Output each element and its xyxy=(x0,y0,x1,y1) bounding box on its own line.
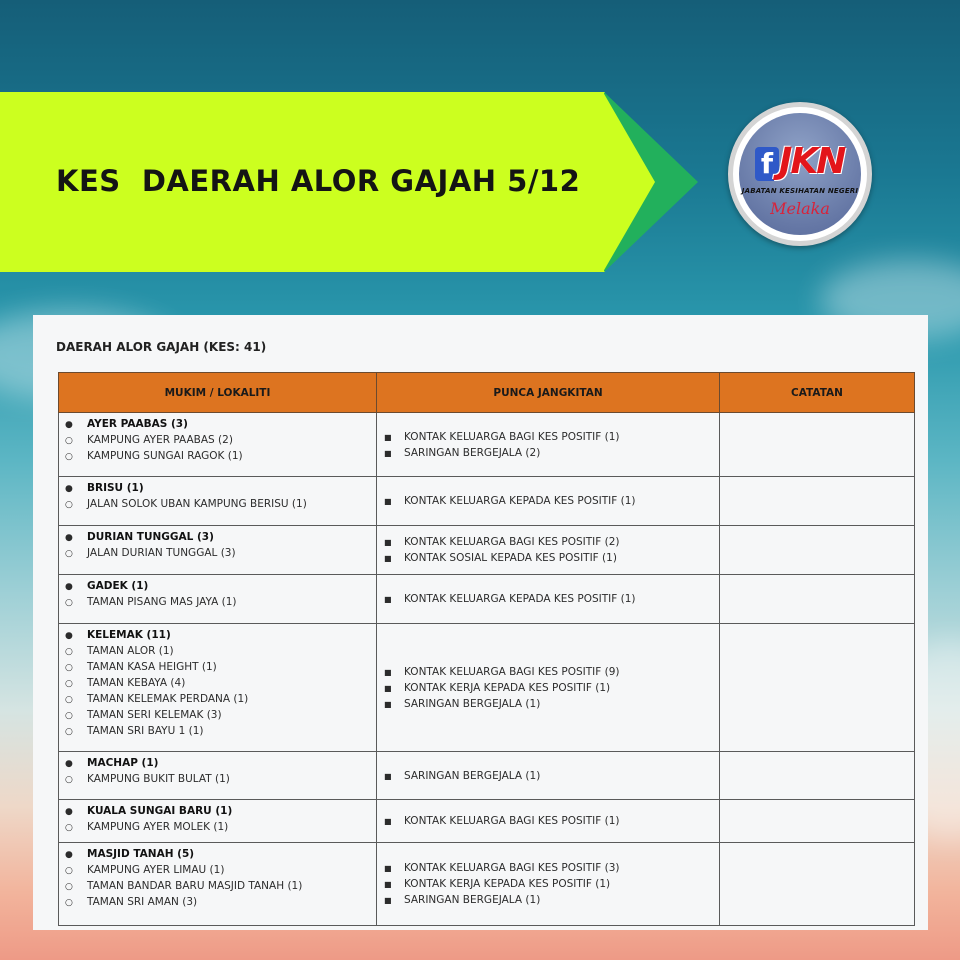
mukim-name: AYER PAABAS (3) xyxy=(87,418,188,430)
source-text: KONTAK KERJA KEPADA KES POSITIF (1) xyxy=(404,878,611,890)
source-item xyxy=(383,860,719,876)
mukim-cell xyxy=(59,843,377,926)
locality-name: KAMPUNG AYER LIMAU (1) xyxy=(87,864,225,876)
source-item xyxy=(383,550,719,566)
source-item xyxy=(383,664,719,680)
punca-cell xyxy=(377,575,720,624)
square-bullet-icon: ■ xyxy=(384,771,392,781)
mukim-name: GADEK (1) xyxy=(87,580,149,592)
square-bullet-icon: ■ xyxy=(384,699,392,709)
hollow-bullet-icon: ○ xyxy=(65,452,73,462)
source-text: SARINGAN BERGEJALA (1) xyxy=(404,697,541,710)
solid-bullet-icon: ● xyxy=(65,420,73,430)
catatan-cell xyxy=(720,843,915,926)
source-item xyxy=(383,696,719,712)
logo-state: Melaka xyxy=(770,199,830,218)
locality-item xyxy=(65,894,376,910)
locality-item xyxy=(65,432,376,448)
hollow-bullet-icon: ○ xyxy=(65,647,73,657)
source-item xyxy=(383,534,719,550)
solid-bullet-icon: ● xyxy=(65,582,73,592)
source-text: KONTAK KELUARGA BAGI KES POSITIF (3) xyxy=(404,862,620,874)
punca-cell xyxy=(377,752,720,800)
table-header-row xyxy=(59,373,915,413)
hollow-bullet-icon: ○ xyxy=(65,663,73,673)
solid-bullet-icon: ● xyxy=(65,850,73,860)
source-text: SARINGAN BERGEJALA (1) xyxy=(404,769,541,782)
banner-arrow-lime xyxy=(603,92,655,272)
locality-name: JALAN SOLOK UBAN KAMPUNG BERISU (1) xyxy=(87,498,307,510)
punca-cell xyxy=(377,843,720,926)
hollow-bullet-icon: ○ xyxy=(65,500,73,510)
hollow-bullet-icon: ○ xyxy=(65,898,73,908)
catatan-cell xyxy=(720,526,915,575)
source-item xyxy=(383,813,719,829)
table-row xyxy=(59,575,915,624)
source-item xyxy=(383,445,719,461)
column-header-punca: PUNCA JANGKITAN xyxy=(377,373,720,413)
mukim-heading xyxy=(65,755,376,771)
mukim-heading xyxy=(65,480,376,496)
hollow-bullet-icon: ○ xyxy=(65,549,73,559)
catatan-cell xyxy=(720,413,915,477)
mukim-cell xyxy=(59,526,377,575)
square-bullet-icon: ■ xyxy=(384,538,392,547)
facebook-icon: f xyxy=(755,147,779,181)
banner-title: KES DAERAH ALOR GAJAH 5/12 xyxy=(56,164,581,198)
mukim-name: KUALA SUNGAI BARU (1) xyxy=(87,805,233,817)
case-document xyxy=(33,315,928,930)
square-bullet-icon: ■ xyxy=(384,448,392,458)
locality-name: KAMPUNG AYER PAABAS (2) xyxy=(87,434,233,446)
table-row xyxy=(59,526,915,575)
source-item xyxy=(383,876,719,892)
square-bullet-icon: ■ xyxy=(384,817,392,826)
mukim-name: MASJID TANAH (5) xyxy=(87,848,195,860)
locality-name: TAMAN SRI BAYU 1 (1) xyxy=(87,725,204,737)
square-bullet-icon: ■ xyxy=(384,497,392,506)
locality-item xyxy=(65,545,376,561)
hollow-bullet-icon: ○ xyxy=(65,711,73,721)
catatan-cell xyxy=(720,800,915,843)
locality-item xyxy=(65,771,376,787)
source-text: KONTAK KELUARGA KEPADA KES POSITIF (1) xyxy=(404,593,636,605)
punca-cell xyxy=(377,413,720,477)
locality-item xyxy=(65,862,376,878)
source-text: SARINGAN BERGEJALA (1) xyxy=(404,894,541,906)
logo-mark: JKN xyxy=(779,141,845,182)
mukim-cell xyxy=(59,477,377,526)
column-header-catatan: CATATAN xyxy=(720,373,915,413)
locality-name: TAMAN KELEMAK PERDANA (1) xyxy=(87,693,249,705)
source-item xyxy=(383,591,719,607)
table-row xyxy=(59,477,915,526)
locality-item xyxy=(65,723,376,739)
hollow-bullet-icon: ○ xyxy=(65,695,73,705)
hollow-bullet-icon: ○ xyxy=(65,679,73,689)
source-item xyxy=(383,493,719,509)
locality-name: TAMAN SRI AMAN (3) xyxy=(87,896,198,908)
mukim-heading xyxy=(65,803,376,819)
logo-name: JABATAN KESIHATAN NEGERI xyxy=(741,187,859,195)
locality-item xyxy=(65,691,376,707)
source-text: KONTAK KELUARGA BAGI KES POSITIF (2) xyxy=(404,536,620,548)
source-item xyxy=(383,892,719,908)
hollow-bullet-icon: ○ xyxy=(65,598,73,608)
mukim-heading xyxy=(65,627,376,643)
mukim-heading xyxy=(65,846,376,862)
mukim-cell xyxy=(59,624,377,752)
solid-bullet-icon: ● xyxy=(65,533,73,543)
source-item xyxy=(383,680,719,696)
locality-item xyxy=(65,496,376,512)
mukim-heading xyxy=(65,416,376,432)
case-table xyxy=(58,372,915,926)
hollow-bullet-icon: ○ xyxy=(65,882,73,892)
locality-name: TAMAN BANDAR BARU MASJID TANAH (1) xyxy=(87,880,303,892)
locality-item xyxy=(65,675,376,691)
mukim-cell xyxy=(59,800,377,843)
locality-name: TAMAN PISANG MAS JAYA (1) xyxy=(87,596,237,608)
locality-name: KAMPUNG BUKIT BULAT (1) xyxy=(87,773,230,785)
table-row xyxy=(59,413,915,477)
square-bullet-icon: ■ xyxy=(384,864,392,873)
mukim-name: BRISU (1) xyxy=(87,482,144,494)
locality-item xyxy=(65,819,376,835)
catatan-cell xyxy=(720,477,915,526)
column-header-mukim: MUKIM / LOKALITI xyxy=(59,373,377,413)
square-bullet-icon: ■ xyxy=(384,896,392,905)
source-text: KONTAK KELUARGA BAGI KES POSITIF (1) xyxy=(404,430,620,443)
table-row xyxy=(59,624,915,752)
mukim-name: DURIAN TUNGGAL (3) xyxy=(87,531,214,543)
locality-item xyxy=(65,878,376,894)
hollow-bullet-icon: ○ xyxy=(65,823,73,833)
hollow-bullet-icon: ○ xyxy=(65,866,73,876)
hollow-bullet-icon: ○ xyxy=(65,436,73,446)
solid-bullet-icon: ● xyxy=(65,484,73,494)
square-bullet-icon: ■ xyxy=(384,595,392,604)
locality-name: TAMAN KEBAYA (4) xyxy=(87,677,186,689)
locality-name: TAMAN ALOR (1) xyxy=(87,645,174,657)
locality-item xyxy=(65,707,376,723)
source-item xyxy=(383,429,719,445)
table-row xyxy=(59,752,915,800)
punca-cell xyxy=(377,526,720,575)
source-text: KONTAK KELUARGA KEPADA KES POSITIF (1) xyxy=(404,495,636,507)
catatan-cell xyxy=(720,624,915,752)
mukim-heading xyxy=(65,578,376,594)
mukim-cell xyxy=(59,752,377,800)
punca-cell xyxy=(377,477,720,526)
catatan-cell xyxy=(720,575,915,624)
mukim-name: KELEMAK (11) xyxy=(87,629,171,641)
locality-item xyxy=(65,659,376,675)
square-bullet-icon: ■ xyxy=(384,683,392,693)
table-body xyxy=(59,413,915,926)
locality-item xyxy=(65,643,376,659)
source-text: KONTAK KELUARGA BAGI KES POSITIF (1) xyxy=(404,815,620,827)
source-text: SARINGAN BERGEJALA (2) xyxy=(404,446,541,459)
hollow-bullet-icon: ○ xyxy=(65,775,73,785)
source-text: KONTAK KELUARGA BAGI KES POSITIF (9) xyxy=(404,665,620,678)
solid-bullet-icon: ● xyxy=(65,631,73,641)
mukim-heading xyxy=(65,529,376,545)
table-row xyxy=(59,843,915,926)
mukim-name: MACHAP (1) xyxy=(87,757,159,769)
locality-item xyxy=(65,594,376,610)
mukim-cell xyxy=(59,413,377,477)
locality-name: TAMAN KASA HEIGHT (1) xyxy=(87,661,217,673)
document-title: DAERAH ALOR GAJAH (KES: 41) xyxy=(56,340,267,354)
square-bullet-icon: ■ xyxy=(384,880,392,889)
square-bullet-icon: ■ xyxy=(384,432,392,442)
source-text: KONTAK KERJA KEPADA KES POSITIF (1) xyxy=(404,681,611,694)
square-bullet-icon: ■ xyxy=(384,554,392,563)
source-item xyxy=(383,768,719,784)
locality-item xyxy=(65,448,376,464)
punca-cell xyxy=(377,624,720,752)
solid-bullet-icon: ● xyxy=(65,807,73,817)
locality-name: TAMAN SERI KELEMAK (3) xyxy=(87,709,222,721)
table-row xyxy=(59,800,915,843)
source-text: KONTAK SOSIAL KEPADA KES POSITIF (1) xyxy=(404,552,617,564)
locality-name: KAMPUNG SUNGAI RAGOK (1) xyxy=(87,450,243,462)
locality-name: KAMPUNG AYER MOLEK (1) xyxy=(87,821,229,833)
square-bullet-icon: ■ xyxy=(384,667,392,677)
solid-bullet-icon: ● xyxy=(65,759,73,769)
mukim-cell xyxy=(59,575,377,624)
hollow-bullet-icon: ○ xyxy=(65,727,73,737)
jkn-melaka-logo xyxy=(728,102,872,246)
catatan-cell xyxy=(720,752,915,800)
locality-name: JALAN DURIAN TUNGGAL (3) xyxy=(87,547,236,559)
punca-cell xyxy=(377,800,720,843)
